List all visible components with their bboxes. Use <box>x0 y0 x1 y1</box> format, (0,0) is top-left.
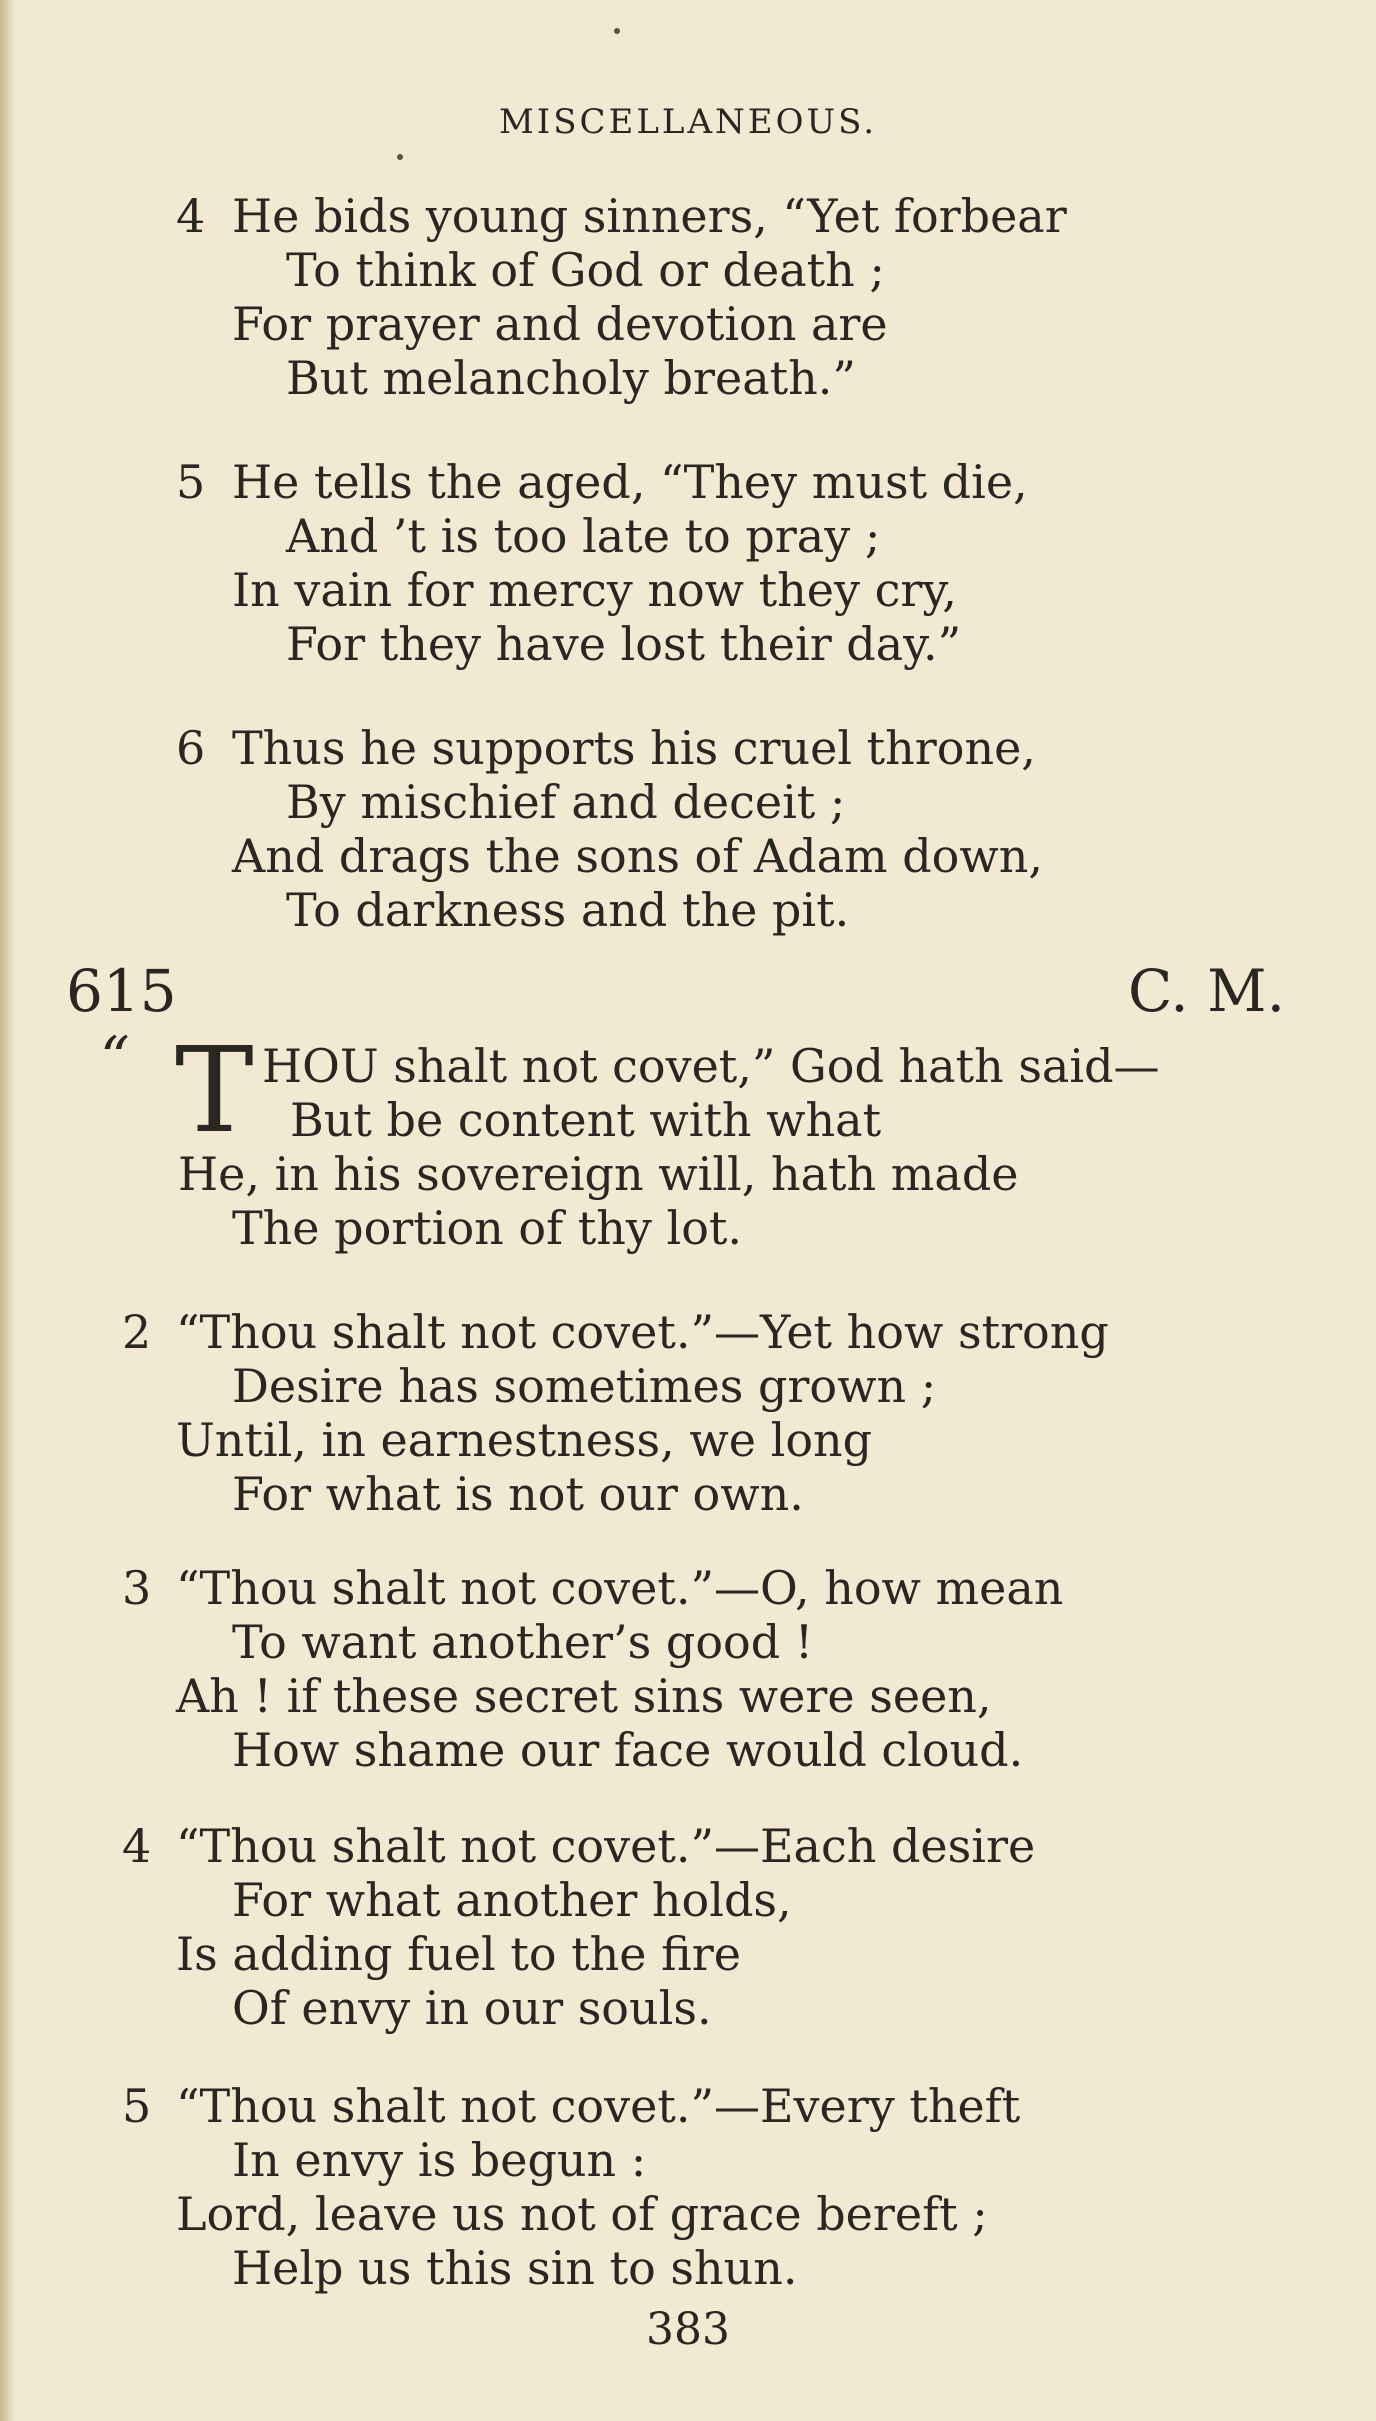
verse-line: For what another holds, <box>232 1873 792 1927</box>
verse-line: In envy is begun : <box>232 2133 647 2187</box>
verse-line: “Thou shalt not covet.”—Yet how strong <box>176 1305 1109 1359</box>
ink-speck <box>614 28 620 34</box>
verse-line: By mischief and deceit ; <box>286 775 846 829</box>
verse-line: But melancholy breath.” <box>286 351 856 405</box>
drop-cap: T <box>175 1021 254 1159</box>
verse-number: 5 <box>176 455 206 509</box>
verse-line: Until, in earnestness, we long <box>176 1413 873 1467</box>
verse-line: But be content with what <box>290 1093 882 1147</box>
verse-line: He tells the aged, “They must die, <box>232 455 1028 509</box>
verse-line: In vain for mercy now they cry, <box>232 563 957 617</box>
running-header: MISCELLANEOUS. <box>498 102 878 142</box>
opening-quote: “ <box>100 1024 130 1092</box>
page-number: 383 <box>646 2304 730 2355</box>
verse-line: Of envy in our souls. <box>232 1981 712 2035</box>
verse-number: 2 <box>122 1305 152 1359</box>
verse-line: Ah ! if these secret sins were seen, <box>176 1669 992 1723</box>
verse-line: For what is not our own. <box>232 1467 804 1521</box>
verse-line: HOU shalt not covet,” God hath said— <box>262 1039 1160 1093</box>
verse-line: “Thou shalt not covet.”—Every theft <box>176 2079 1021 2133</box>
page-edge <box>0 0 16 2421</box>
verse-line: To want another’s good ! <box>232 1615 814 1669</box>
verse-line: Help us this sin to shun. <box>232 2241 798 2295</box>
verse-number: 4 <box>176 189 206 243</box>
verse-line: And drags the sons of Adam down, <box>232 829 1043 883</box>
verse-number: 6 <box>176 721 206 775</box>
verse-line: He bids young sinners, “Yet forbear <box>232 189 1067 243</box>
ink-speck <box>397 154 403 160</box>
verse-number: 3 <box>122 1561 152 1615</box>
verse-number: 5 <box>122 2079 152 2133</box>
verse-line: He, in his sovereign will, hath made <box>178 1147 1019 1201</box>
verse-line: “Thou shalt not covet.”—Each desire <box>176 1819 1036 1873</box>
verse-line: The portion of thy lot. <box>232 1201 742 1255</box>
verse-line: Thus he supports his cruel throne, <box>232 721 1036 775</box>
verse-line: “Thou shalt not covet.”—O, how mean <box>176 1561 1064 1615</box>
hymn-number: 615 <box>66 957 177 1025</box>
verse-line: Lord, leave us not of grace bereft ; <box>176 2187 988 2241</box>
verse-line: How shame our face would cloud. <box>232 1723 1024 1777</box>
verse-number: 4 <box>122 1819 152 1873</box>
verse-line: Is adding fuel to the fire <box>176 1927 741 1981</box>
verse-line: To think of God or death ; <box>286 243 885 297</box>
hymn-meter: C. M. <box>1128 957 1286 1025</box>
verse-line: To darkness and the pit. <box>286 883 850 937</box>
verse-line: And ’t is too late to pray ; <box>286 509 881 563</box>
verse-line: Desire has sometimes grown ; <box>232 1359 937 1413</box>
verse-line: For prayer and devotion are <box>232 297 888 351</box>
verse-line: For they have lost their day.” <box>286 617 962 671</box>
